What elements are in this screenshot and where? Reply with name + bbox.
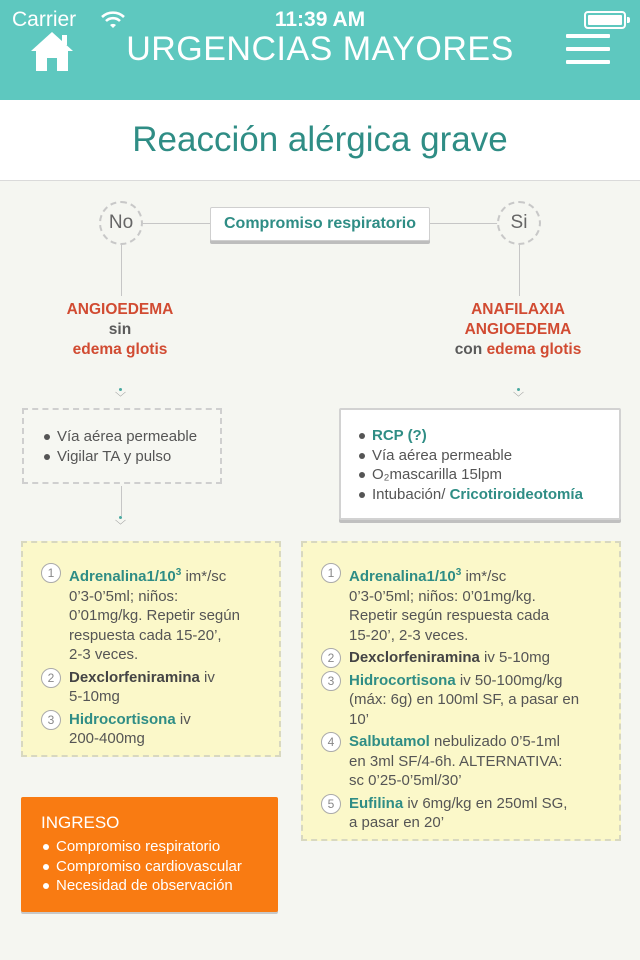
connector-line <box>430 223 498 224</box>
treatment-first-line <box>349 563 613 587</box>
connector-line <box>121 244 122 296</box>
dose-line: 0’01mg/kg. Repetir según <box>69 607 240 624</box>
status-time: 11:39 AM <box>274 8 366 31</box>
drug-name: Adrenalina1/10 <box>349 568 456 585</box>
rcp-label: RCP (?) <box>372 427 427 444</box>
treatment-first-line <box>349 794 613 814</box>
treatment-first-line <box>349 732 613 752</box>
measure-item: Vía aérea permeable <box>357 446 619 466</box>
diagnosis-line: ANGIOEDEMA <box>464 321 572 338</box>
measure-item: Vigilar TA y pulso <box>42 447 220 467</box>
dose-text: nebulizado 0’5-1ml <box>429 733 560 750</box>
intubation-highlight: Cricotiroideotomía <box>449 485 583 503</box>
drug-name: Dexclorfeniramina <box>69 668 200 686</box>
admission-item: Necesidad de observación <box>41 876 278 896</box>
dose-line: sc 0’25-0’5ml/30’ <box>349 772 462 789</box>
step-number-icon: 3 <box>321 671 341 691</box>
dose-line: 10’ <box>349 710 370 728</box>
dose-line: 5-10mg <box>69 688 120 705</box>
treatment-item <box>321 732 613 791</box>
dose-line: 2-3 veces. <box>69 646 139 663</box>
drug-name: Dexclorfeniramina <box>349 649 480 666</box>
right-diagnosis <box>400 300 636 360</box>
step-number-icon: 3 <box>41 710 61 730</box>
left-diagnosis <box>20 300 220 360</box>
right-treatment-box <box>301 541 621 841</box>
dose-text: iv <box>199 668 215 686</box>
battery-icon <box>584 11 626 29</box>
drug-name: Hidrocortisona <box>349 671 456 689</box>
left-measures-box <box>22 408 222 484</box>
dose-text: iv 5-10mg <box>479 649 550 666</box>
drug-name: Adrenalina1/10 <box>69 568 176 585</box>
step-number-icon: 2 <box>41 668 61 688</box>
diagnosis-highlight: edema glotis <box>486 341 582 358</box>
carrier-label: Carrier <box>12 8 77 31</box>
diagnosis-line: edema glotis <box>72 341 168 358</box>
right-measures-box <box>339 408 621 520</box>
treatment-item <box>321 671 613 730</box>
treatment-first-line <box>69 710 271 730</box>
app-header <box>0 0 640 100</box>
app-title: URGENCIAS MAYORES <box>126 30 514 68</box>
connector-line <box>142 223 210 224</box>
treatment-first-line <box>349 648 613 668</box>
step-number-icon: 4 <box>321 732 341 752</box>
hamburger-menu-icon <box>566 34 610 38</box>
menu-button[interactable] <box>566 34 610 66</box>
admission-title: INGRESO <box>41 813 120 832</box>
dose-line: a pasar en 20’ <box>349 814 445 831</box>
left-treatment-box <box>21 541 281 757</box>
no-label: No <box>108 212 134 233</box>
measure-item: Vía aérea permeable <box>42 427 220 447</box>
right-measures-list <box>357 426 619 504</box>
dose-line: 0’3-0’5ml; niños: 0’01mg/kg. <box>349 587 536 605</box>
treatment-first-line <box>349 671 613 691</box>
diagnosis-prefix: con <box>454 341 483 358</box>
connector-line <box>519 244 520 296</box>
left-measures-list <box>42 427 220 466</box>
treatment-first-line <box>69 563 271 587</box>
admission-item: Compromiso respiratorio <box>41 837 278 857</box>
diagnosis-line: sin <box>108 321 132 338</box>
drug-name: Eufilina <box>349 794 404 812</box>
diagnosis-line: ANAFILAXIA <box>471 301 565 318</box>
measure-item <box>357 485 619 505</box>
question-box: Compromiso respiratorio <box>210 207 430 241</box>
connector-line <box>121 486 122 516</box>
no-option <box>99 201 143 245</box>
title-band <box>0 100 640 181</box>
down-arrow-icon: ﹀ <box>115 388 126 404</box>
dose-text: im*/sc <box>461 568 507 585</box>
intubation-prefix: Intubación/ <box>372 485 446 503</box>
dose-line: en 3ml SF/4-6h. ALTERNATIVA: <box>349 752 563 770</box>
admission-item: Compromiso cardiovascular <box>41 857 278 877</box>
treatment-item <box>41 710 271 749</box>
dose-line: 0’3-0’5ml; niños: <box>69 587 179 605</box>
treatment-item <box>321 563 613 645</box>
treatment-item <box>321 794 613 833</box>
diagnosis-line: ANGIOEDEMA <box>66 301 174 318</box>
dose-text: iv 50-100mg/kg <box>455 671 563 689</box>
drug-name: Salbutamol <box>349 733 430 750</box>
step-number-icon: 1 <box>321 563 341 583</box>
measure-item <box>357 426 619 446</box>
dose-text: im*/sc <box>181 568 227 585</box>
dose-line: Repetir según respuesta cada <box>349 607 550 624</box>
diagnosis-line <box>400 340 636 360</box>
treatment-first-line <box>69 668 271 688</box>
down-arrow-icon: ﹀ <box>115 516 126 532</box>
admission-list <box>41 837 278 896</box>
down-arrow-icon: ﹀ <box>513 388 524 404</box>
step-number-icon: 1 <box>41 563 61 583</box>
measure-item: O₂mascarilla 15lpm <box>357 465 619 485</box>
yes-option <box>497 201 541 245</box>
yes-label: Si <box>510 212 528 233</box>
dose-line: 200-400mg <box>69 730 145 747</box>
dose-text: iv <box>175 710 191 728</box>
drug-superscript: 3 <box>455 567 462 578</box>
treatment-item <box>321 648 613 668</box>
treatment-item <box>41 668 271 707</box>
step-number-icon: 2 <box>321 648 341 668</box>
admission-box <box>21 797 278 912</box>
drug-name: Hidrocortisona <box>69 710 176 728</box>
drug-superscript: 3 <box>175 567 182 578</box>
dose-text: iv 6mg/kg en 250ml SG, <box>403 794 568 812</box>
step-number-icon: 5 <box>321 794 341 814</box>
dose-line: (máx: 6g) en 100ml SF, a pasar en <box>349 691 580 708</box>
dose-line: respuesta cada 15-20’, <box>69 626 222 644</box>
dose-line: 15-20’, 2-3 veces. <box>349 626 469 644</box>
page-title: Reacción alérgica grave <box>132 120 508 159</box>
treatment-item <box>41 563 271 665</box>
